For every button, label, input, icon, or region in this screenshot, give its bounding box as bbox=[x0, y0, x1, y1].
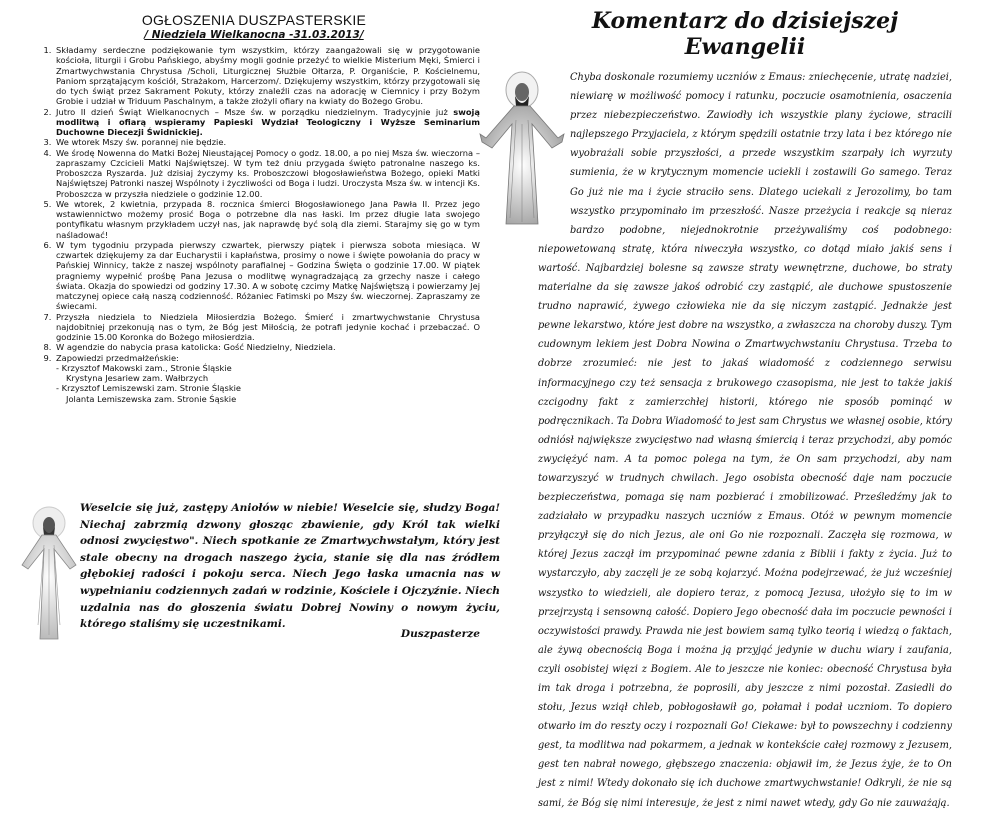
list-item: 1. Składamy serdeczne podziękowanie tym wszystkim, którzy zaangażowali się w przygotowanie kościoła, liturgii i Grobu Pańskiego, abyśmy mogli godnie przeżyć to wielkie Misterium Męki, Śmierci i Zmartwychwstania Chrystusa /Scholi, Liturgicznej Służbie Ołtarza, P. Organiście, P. Kościelnemu, Paniom sprzątającym kościół, Strażakom, Harcerzom/. Dziękujemy wszystkim, którzy przygotowali się do tych świąt przez Sakrament Pokuty, którzy znaleźli czas na adorację w Ciemnicy i przy Bożym Grobie i udział w Triduum Paschalnym, a także złożyli ofiary na kwiaty do Bożego Grobu. bbox=[54, 45, 480, 107]
easter-greeting: Weselcie się już, zastępy Aniołów w niebie! Weselcie się, słudzy Boga! Niechaj zabrzmią dzwony głosząc zbawienie, gdy Król tak wielki odnosi zwycięstwo". Niech spotkanie ze Zmartwychwstałym, który jest stale obecny na drogach naszego życia, stanie się dla nas źródłem głębokiej radości i pokoju serca. Niech Jego łaska umacnia nas w wypełnianiu codziennych zadań w rodzinie, Kościele i Ojczyźnie. Niech uzdalnia nas do głoszenia światu Dobrej Nowiny o nowym życiu, którego staliśmy się uczestnikami. bbox=[80, 502, 500, 631]
commentary-text: Chyba doskonale rozumiemy uczniów z Emaus: zniechęcenie, utratę nadziei, niewiarę w możliwość pomocy i ratunku, poczucie osamotnienia, osaczenia przez niebezpieczeństwo. Zawiodły ich wszystkie plany życiowe, stracili najlepszego Przyjaciela, z którym spędzili ostatnie trzy lata i bez którego nie wyobrażali sobie przyszłości, a przede wszystkim szarpały ich wyrzuty sumienia, że w krytycznym momencie uciekli i zostawili Go samego. Teraz Go już nie ma i życie straciło sens. Dlatego uciekali z Jerozolimy, bo tam wszystko przypominało im przeszłość. Nasze przeżycia i reakcje są nieraz bardzo podobne, niejednokrotnie przeżywaliśmy coś podobnego: niepowetowaną stratę, która niweczyła wszystko, co dotąd miało jakiś sens i wartość. Najbardziej bolesne są zawsze straty wewnętrzne, duchowe, bo straty materialne da się zawsze jakoś odrobić czy zastąpić, ale duchowe spustoszenie trudno naprawić, żywego człowieka nie da się niczym zastąpić. Jednakże jest pewne lekarstwo, które jest dobre na wszystko, a zwłaszcza na choroby duszy. Tym cudownym lekiem jest Dobra Nowina o Zmartwychwstaniu Chrystusa. Trzeba to dobrze zrozumieć: nie jest to jakaś wiadomość z codziennego serwisu informacyjnego czy też sensacja z brukowego czasopisma, nie jest to także jakiś czcigodny fakt z zamierzchłej historii, którego nie sposób pominąć w podręcznikach. Ta Dobra Wiadomość to jest sam Chrystus we własnej osobie, który odniósł największe zwycięstwo nad własną śmiercią i teraz przychodzi, aby pomóc zwyciężyć nam. A ta pomoc polega na tym, że On sam przychodzi, aby nam towarzyszyć w trudnych chwilach. Jego osobista obecność daje nam poczucie bezpieczeństwa, pomaga się nam pozbierać i zmobilizować. Prześledźmy jak to zadziałało w przypadku naszych uczniów z Emaus. Otóż w pewnym momencie przyłączył się do nich Jezus, ale oni Go nie rozpoznali. Zaczęła się rozmowa, w której Jezus zaczął im przypominać pewne zdania z Biblii i fakty z życia. Już to wystarczyło, aby zaczęli je ze sobą kojarzyć. Można podejrzewać, że już wcześniej wszystko to wiedzieli, ale dopiero teraz, z pomocą Jezusa, ułożyło się to im w przejrzystą i sensowną całość. Dopiero Jego obecność dała im poczucie pewności i oczywistości prawdy. Prawda nie jest bowiem samą tylko teorią i wiedzą o faktach, ale żywą obecnością Boga i można ją przyjąć jedynie w duchu wiary i zaufania, czyli osobistej więzi z Bogiem. Ale to jeszcze nie koniec: obecność Chrystusa była im tak droga i potrzebna, że poprosili, aby jeszcze z nimi pozostał. Zasiedli do stołu, Jezus wziął chleb, pobłogosławił go, połamał i podał uczniom. To dopiero otwarło im do reszty oczy i rozpoznali Go! Ciekawe: był to powszechny i codzienny gest, ta modlitwa nad pokarmem, a jednak w kontekście całej rozmowy z Jezusem, gest ten nabrał nowego, głębszego znaczenia: objawił im, że Jezus żyje, że to On jest z nimi! Wtedy dokonało się ich duchowe zmartwychwstanie! Odkryli, że nie są sami, że Bóg się nimi interesuje, że jest z nimi nawet wtedy, gdy Go nie zauważają. bbox=[538, 72, 952, 809]
announcements-list bbox=[28, 45, 480, 404]
list-item: 7. Przyszła niedziela to Niedziela Miłosierdzia Bożego. Śmierć i zmartwychwstanie Chrystusa najdobitniej przekonują nas o tym, że Bóg jest Miłością, że potrafi jedynie kochać i przebaczać. O godzinie 15.00 Koronka do Bożego miłosierdzia. bbox=[54, 312, 480, 343]
banns-entry: Krystyna Jesariew zam. Wałbrzych bbox=[66, 373, 209, 383]
announcements-date: / Niedziela Wielkanocna -31.03.2013/ bbox=[144, 29, 364, 41]
commentary-title: Komentarz do dzisiejszej Ewangelii bbox=[591, 8, 899, 60]
list-item: 8. W agendzie do nabycia prasa katolicka: Gość Niedzielny, Niedziela. bbox=[54, 342, 480, 352]
list-item: 2. Jutro II dzień Świąt Wielkanocnych – Msze św. w porządku niedzielnym. Tradycyjnie już swoją modlitwą i ofiarą wspieramy Papieski Wydział Teologiczny i Wyższe Seminarium Duchowne Diecezji Świdnickiej. bbox=[54, 107, 480, 138]
announcements-column bbox=[28, 12, 480, 404]
jesus-blessing-icon bbox=[478, 68, 566, 228]
banns-list bbox=[56, 363, 480, 404]
commentary-body bbox=[538, 68, 952, 813]
banns-entry: - Krzysztof Makowski zam., Stronie Śląskie bbox=[56, 362, 232, 373]
list-item: 4. We środę Nowenna do Matki Bożej Nieustającej Pomocy o godz. 18.00, a po niej Msza św. wieczorna – zapraszamy Czcicieli Matki Najświętszej. W tym też dniu przygada święto patronalne naszego ks. Proboszcza Ryszarda. Już dzisiaj życzymy ks. Proboszczowi błogosławieństwa Bożego, opieki Matki Najświętszej Patronki naszej Wspólnoty i życzliwości od Boga i ludzi. Uroczysta Msza św. w intencji Ks. Proboszcza w przyszła niedziele o godzinie 12.00. bbox=[54, 148, 480, 199]
risen-christ-icon bbox=[14, 505, 84, 645]
signature: Duszpasterze bbox=[400, 628, 480, 640]
announcements-title: OGŁOSZENIA DUSZPASTERSKIE bbox=[141, 12, 367, 28]
banns-entry: - Krzysztof Lemiszewski zam. Stronie Śląskie bbox=[56, 383, 242, 394]
list-item: 3. We wtorek Mszy św. porannej nie będzie. bbox=[54, 137, 480, 147]
list-item: 5. We wtorek, 2 kwietnia, przypada 8. rocznica śmierci Błogosławionego Jana Pawła II. Przez jego wstawiennictwo możemy prosić Boga o potrzebne dla nas łaski. Im przez długie lata swojego pontyfikatu własnym przykładem uczył nas, jak naprawdę być solą dla ziemi. Starajmy się go w tym naśladować! bbox=[54, 199, 480, 240]
list-item: 9. Zapowiedzi przedmałżeńskie: - Krzysztof Makowski zam., Stronie Śląskie Krystyna Jesariew zam. Wałbrzych - Krzysztof Lemiszewski zam. Stronie Śląskie Jolanta Lemiszewska zam. Stronie Śąskie bbox=[54, 353, 480, 404]
list-item: 6. W tym tygodniu przypada pierwszy czwartek, pierwszy piątek i pierwsza sobota miesiąca. W czwartek dziękujemy za dar Eucharystii i kapłaństwa, prosimy o nowe i święte powołania do pracy w Pańskiej Winnicy, także z naszej wspólnoty parafialnej – Godzina Święta o godzinie 17.00. W piątek pragniemy wypełnić prośbę Pana Jezusa o modlitwę wynagradzającą za grzechy nasze i całego świata. Okazja do spowiedzi od godziny 17.30. A w sobotę czcimy Matkę Najświętszą i powierzamy Jej matczynej opiece całą naszą codzienność. Różaniec Fatimski po Mszy św. wieczornej. Zapraszamy ze świecami. bbox=[54, 240, 480, 312]
gospel-commentary bbox=[538, 8, 952, 813]
banns-entry: Jolanta Lemiszewska zam. Stronie Śąskie bbox=[66, 393, 237, 404]
